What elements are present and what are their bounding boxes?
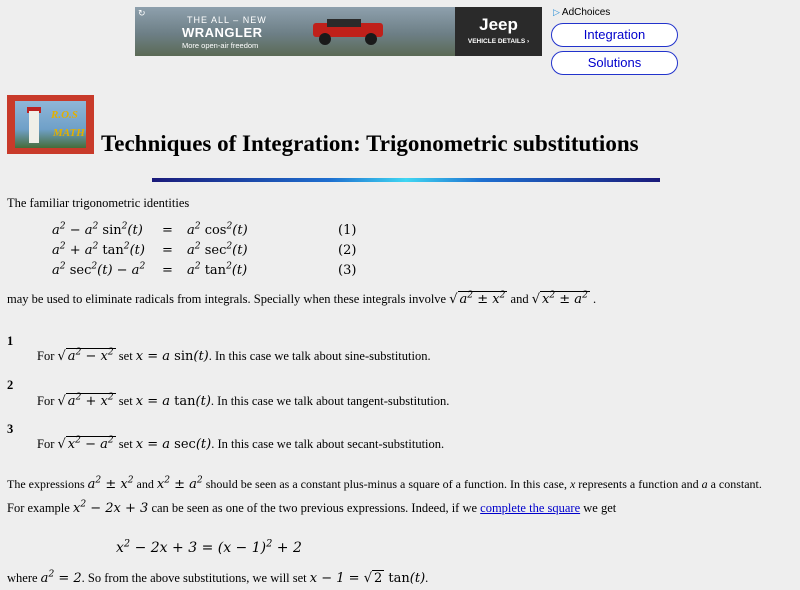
jeep-logo: Jeep: [479, 15, 518, 34]
expressions-paragraph: [7, 477, 762, 492]
case-description: . In this case we talk about secant-substitution.: [211, 437, 445, 451]
radical-x2-minus-a2: √ $x^2 - a^2$: [57, 435, 114, 452]
ad-headline: WRANGLER: [182, 25, 263, 40]
case-for-label: For: [37, 349, 55, 363]
identity-2-rhs: $a^2$ $\sec^2(t)$: [187, 241, 248, 258]
sine-substitution-formula: x = a sin(t): [135, 349, 209, 364]
integration-button[interactable]: Integration: [551, 23, 678, 47]
example-paragraph: [7, 501, 616, 516]
refresh-icon[interactable]: ↻: [138, 9, 146, 19]
case-number-3: 3: [7, 422, 14, 436]
identity-3-lhs: $a^2$ $\sec^2(t) - a^2$: [52, 261, 146, 278]
equals-sign: =: [162, 263, 173, 278]
case-number-1: 1: [7, 334, 14, 348]
identity-number-3: (3): [338, 263, 357, 278]
a2-equals-2: $a^2 = 2$: [40, 569, 82, 586]
eliminate-text: may be used to eliminate radicals from integrals. Specially when these integrals involve: [7, 292, 447, 306]
case-description: . In this case we talk about sine-substitution.: [208, 349, 431, 363]
identity-number-2: (2): [338, 243, 357, 258]
example-text-2: can be seen as one of the two previous expressions. Indeed, if we: [151, 501, 478, 515]
case-set-label: set: [118, 349, 133, 363]
intro-text: The familiar trigonometric identities: [7, 196, 190, 210]
and-text: and: [510, 292, 529, 306]
logo-text-2: MATH: [53, 127, 85, 139]
ad-brand-panel[interactable]: [455, 7, 542, 56]
car-image: [305, 17, 395, 45]
expr-text-4: represents a function and: [578, 477, 699, 491]
eliminate-paragraph: [7, 291, 596, 307]
where-paragraph: [7, 570, 428, 586]
ad-tagline: More open-air freedom: [182, 41, 259, 50]
case-for-label: For: [37, 437, 55, 451]
ad-headline-small: THE ALL – NEW: [187, 15, 267, 25]
vehicle-details-link[interactable]: VEHICLE DETAILS ›: [467, 38, 530, 45]
radical-a2-pm-x2: √ $a^2 \pm x^2$: [449, 290, 506, 307]
logo-text-1: R.O.S: [51, 109, 78, 121]
adchoices-link[interactable]: [553, 7, 610, 18]
case-description: . In this case we talk about tangent-substitution.: [210, 394, 450, 408]
case-for-label: For: [37, 394, 55, 408]
ad-banner[interactable]: [135, 7, 542, 56]
case-2-text: [37, 393, 449, 409]
equals-sign: =: [162, 243, 173, 258]
complete-the-square-link[interactable]: complete the square: [480, 501, 581, 515]
lighthouse-tower: [29, 111, 39, 143]
expr-x2-pm-a2: $x^2 \pm a^2$: [156, 475, 203, 492]
case-1-text: [37, 348, 431, 364]
equals-sign: =: [162, 223, 173, 238]
case-number-2: 2: [7, 378, 14, 392]
example-expression: $x^2 - 2x + 3$: [72, 499, 149, 516]
where-text-1: where: [7, 571, 38, 585]
logo-image: [15, 101, 86, 148]
expr-text-2: and: [136, 477, 154, 491]
case-3-text: [37, 436, 444, 452]
where-text-3: .: [425, 571, 429, 585]
identity-3-rhs: $a^2$ $\tan^2(t)$: [187, 261, 248, 278]
adchoices-label: AdChoices: [561, 7, 611, 18]
var-a: a: [701, 477, 708, 491]
identity-2-lhs: $a^2 + a^2$ $\tan^2(t)$: [52, 241, 145, 258]
completed-square-equation: $x^2 - 2x + 3 = (x - 1)^2 + 2$: [116, 538, 302, 556]
title-divider: [152, 178, 660, 182]
radical-x2-pm-a2: √ $x^2 \pm a^2$: [531, 290, 588, 307]
site-logo[interactable]: [7, 95, 94, 154]
tangent-substitution-formula: x = a tan(t): [135, 394, 211, 409]
identity-1-rhs: $a^2$ $\cos^2(t)$: [187, 221, 248, 238]
expr-text-3: should be seen as a constant plus-minus a square of a function. In this case,: [205, 477, 567, 491]
adchoices-icon: ▷: [553, 7, 560, 17]
radical-a2-minus-x2: √ $a^2 - x^2$: [57, 347, 114, 364]
where-text-2: . So from the above substitutions, we will set: [81, 571, 307, 585]
var-x: x: [569, 477, 576, 491]
identity-number-1: (1): [338, 223, 357, 238]
expr-text-1: The expressions: [7, 477, 85, 491]
example-text-1: For example: [7, 501, 70, 515]
case-set-label: set: [118, 437, 133, 451]
example-text-3: we get: [583, 501, 617, 515]
case-set-label: set: [118, 394, 133, 408]
final-substitution: x − 1 = √ 2 tan(t): [309, 571, 426, 586]
solutions-button[interactable]: Solutions: [551, 51, 678, 75]
secant-substitution-formula: x = a sec(t): [135, 437, 212, 452]
expr-a2-pm-x2: $a^2 \pm x^2$: [87, 475, 134, 492]
identity-1-lhs: $a^2 - a^2$ $\sin^2(t)$: [52, 221, 143, 238]
expr-text-5: a constant.: [710, 477, 762, 491]
page-title: Techniques of Integration: Trigonometric substitutions: [101, 131, 639, 156]
period-text: .: [592, 292, 597, 306]
radical-a2-plus-x2: √ $a^2 + x^2$: [57, 392, 114, 409]
